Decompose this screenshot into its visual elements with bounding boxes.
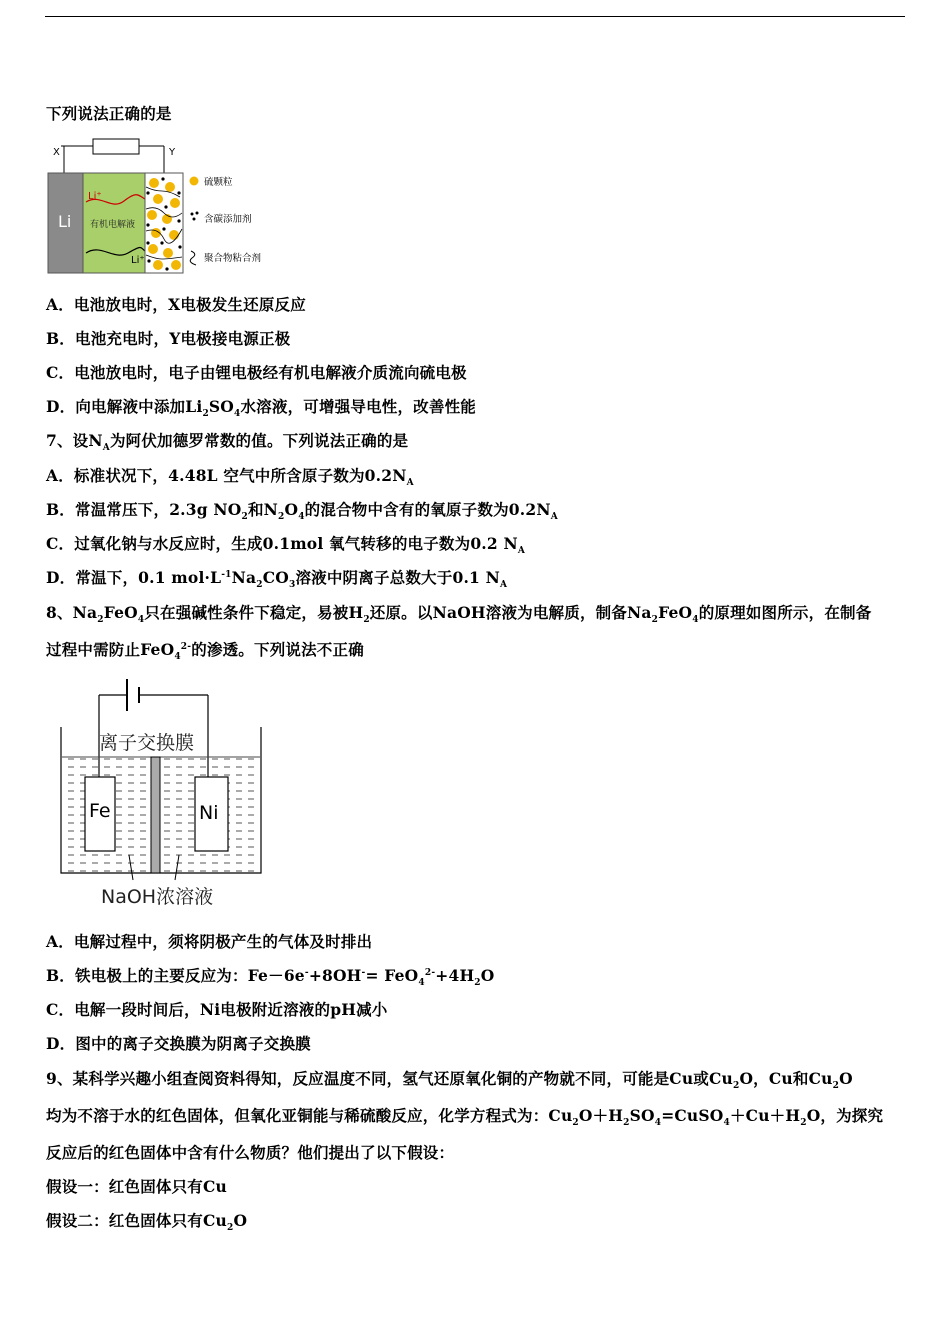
q7-option-a: A．标准状况下，4.48L 空气中所含原子数为$0.2N_A$ <box>46 466 414 489</box>
q9-stem-line3: 反应后的红色固体中含有什么物质？他们提出了以下假设： <box>46 1143 455 1162</box>
electrolysis-figure <box>55 675 270 910</box>
q6-option-c: C．电池放电时，电子由锂电极经有机电解液介质流向硫电极 <box>46 363 467 382</box>
q7-stem: 7、设$N_A$为阿伏加德罗常数的值。下列说法正确的是 <box>46 431 409 454</box>
q7-option-c: C．过氧化钠与水反应时，生成0.1mol 氧气转移的电子数为0.2 $N_A$ <box>46 534 526 557</box>
q8-option-c: C．电解一段时间后，Ni电极附近溶液的pH减小 <box>46 1000 388 1019</box>
q6-option-a: A．电池放电时，X电极发生还原反应 <box>46 295 306 314</box>
q8-stem-line1: 8、$Na_2FeO_4$只在强碱性条件下稳定，易被$H_2$还原。以NaOH溶液为电解质，制备$Na_2FeO_4$的原理如图所示，在制备 <box>46 603 872 626</box>
legend-binder-swatch <box>190 251 196 265</box>
legend-sulfur-swatch <box>190 177 199 186</box>
legend-sulfur: 硫颗粒 <box>204 177 233 188</box>
ni-label: Ni <box>199 802 219 824</box>
li-label: Li <box>58 212 72 231</box>
q7-option-b: B．常温常压下，2.3g $NO_2$和$N_2O_4$的混合物中含有的氧原子数为$0.2N_A$ <box>46 500 558 523</box>
li-ion-label-top: Li⁺ <box>88 191 102 202</box>
electrolyte-label: 有机电解液 <box>90 220 136 230</box>
q9-hypothesis-1: 假设一：红色固体只有Cu <box>46 1177 228 1196</box>
q6-stem: 下列说法正确的是 <box>46 104 172 123</box>
q6-option-b: B．电池充电时，Y电极接电源正极 <box>46 329 291 348</box>
q8-option-d: D．图中的离子交换膜为阴离子交换膜 <box>46 1034 311 1053</box>
fe-label: Fe <box>89 800 111 822</box>
battery-figure <box>46 135 286 280</box>
q8-option-b: B．铁电极上的主要反应为：$Fe-6e^-+8OH^-= FeO_4^{2-}+4H_2O$ <box>46 966 495 989</box>
q9-stem-line2: 均为不溶于水的红色固体，但氧化亚铜能与稀硫酸反应，化学方程式为：$Cu_2O+H_2SO_4=CuSO_4+Cu+H_2O$，为探究 <box>46 1106 884 1129</box>
naoh-label: NaOH浓溶液 <box>101 886 214 908</box>
q8-stem-line2: 过程中需防止FeO$_4^{2-}$的渗透。下列说法不正确 <box>46 640 364 663</box>
legend-carbon: 含碳添加剂 <box>204 214 252 225</box>
q7-option-d: D．常温下，0.1 $mol\cdot L^{-1}Na_2CO_3$溶液中阴离子总数大于0.1 $N_A$ <box>46 568 508 591</box>
y-label: Y <box>169 147 176 158</box>
legend-binder: 聚合物粘合剂 <box>204 253 262 264</box>
membrane-label: 离子交换膜 <box>99 732 195 754</box>
x-label: X <box>53 147 60 158</box>
ion-exchange-membrane <box>151 757 160 873</box>
header-rule <box>45 16 905 17</box>
q8-option-a: A．电解过程中，须将阴极产生的气体及时排出 <box>46 932 373 951</box>
q9-stem-line1: 9、某科学兴趣小组查阅资料得知，反应温度不同，氢气还原氧化铜的产物就不同，可能是Cu或$Cu_2O$，Cu和$Cu_2O$ <box>46 1069 853 1092</box>
legend-carbon-swatch <box>191 212 199 221</box>
q9-hypothesis-2: 假设二：红色固体只有$Cu_2O$ <box>46 1211 248 1234</box>
li-ion-label-bottom: Li⁺ <box>131 255 145 266</box>
q6-option-d: D．向电解液中添加$Li_2SO_4$水溶液，可增强导电性，改善性能 <box>46 397 476 420</box>
